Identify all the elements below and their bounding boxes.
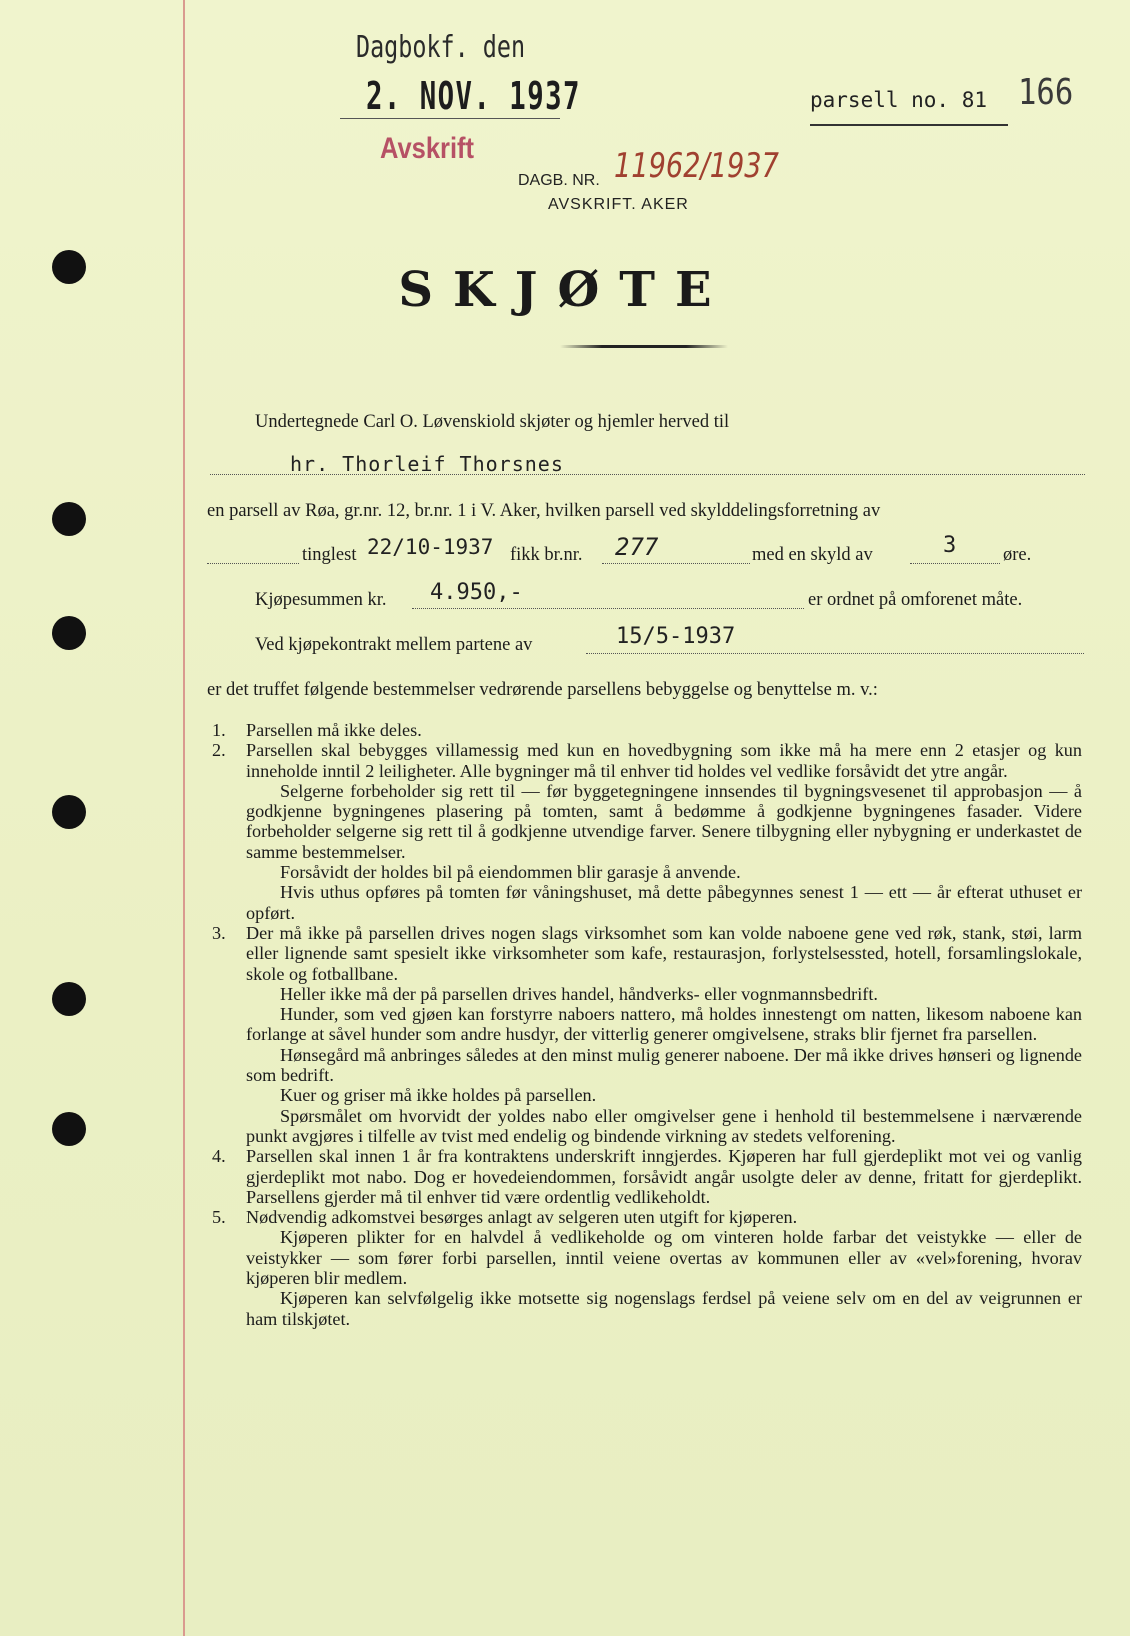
clause (212, 740, 1082, 923)
margin-line (183, 0, 185, 1636)
clause-paragraph: Parsellen skal innen 1 år fra kontraktens underskrift inngjerdes. Kjøperen har full gjerdeplikt mot vei og vanlig gjerdeplikt mot nabo. Dog er hovedeiendommen, forsåvidt angår usolgte deler av denne, fritatt for gjerdeplikt. Parsellens gjerder må til enhver tid være ordentlig vedlikeholdt. (246, 1146, 1082, 1207)
clause-number: 3. (212, 922, 226, 943)
kontrakt-label: Ved kjøpekontrakt mellem partene av (255, 635, 533, 655)
clause-number: 5. (212, 1207, 226, 1228)
dagb-nr-value: 11962/1937 (614, 146, 779, 186)
br-nr-value: 277 (615, 533, 659, 561)
clause-paragraph: Heller ikke må der på parsellen drives handel, håndverks- eller vognmannsbedrift. (280, 983, 878, 1004)
clause-paragraph: Parsellen må ikke deles. (246, 720, 422, 740)
stamp-date: 2. NOV. 1937 (366, 74, 581, 118)
clause-paragraph: Forsåvidt der holdes bil på eiendommen blir garasje å anvende. (280, 862, 741, 883)
fikk-br-nr-label: fikk br.nr. (510, 545, 583, 565)
punch-hole (52, 982, 86, 1016)
punch-hole (52, 616, 86, 650)
kjopesum-value: 4.950,- (430, 580, 523, 605)
clauses-section (212, 720, 1082, 1329)
punch-hole (52, 1112, 86, 1146)
dotted-line (412, 608, 804, 609)
buyer-name: hr. Thorleif Thorsnes (290, 452, 564, 476)
clause-paragraph: Kuer og griser må ikke holdes på parsellen. (280, 1085, 597, 1106)
clause-paragraph: Nødvendig adkomstvei besørges anlagt av selgeren uten utgift for kjøperen. (246, 1207, 798, 1228)
intro-line-1: Undertegnede Carl O. Løvenskiold skjøter og hjemler herved til (255, 412, 730, 432)
parsell-underline (810, 124, 1008, 126)
document-title: SKJØTE (398, 262, 732, 318)
clause-paragraph: Selgerne forbeholder sig rett til — før byggetegningene innsendes til bygningsvesenet til approbasjon — å godkjenne bygningenes plasering på tomten, samt å bedømme å godkjenne bygningenes fasader. Videre forbeholder selgerne sig rett til å godkjenne utvendige farver. Senere tilbygning eller nybygning er underkastet de samme bestemmelser. (246, 780, 1082, 862)
dotted-line (586, 653, 1084, 654)
tinglest-date: 22/10-1937 (367, 535, 494, 559)
clause-paragraph: Der må ikke på parsellen drives nogen slags virksomhet som kan volde naboene gene ved røk, stank, støi, larm eller lignende samt spesielt ikke virksomheter som kafe, restaurasjon, forlystelsessted, hotell, forsamlingslokale, skole og fotballbane. (246, 922, 1082, 984)
stamp-date-underline (340, 118, 560, 119)
ore-label: øre. (1003, 545, 1032, 565)
dotted-line (910, 563, 1000, 564)
kjopesum-label: Kjøpesummen kr. (255, 590, 387, 610)
page-number: 166 (1018, 72, 1074, 113)
punch-hole (52, 502, 86, 536)
skyld-value: 3 (943, 533, 957, 558)
parsell-number: parsell no. 81 (810, 88, 988, 112)
dagb-nr-label: DAGB. NR. (518, 172, 600, 189)
avskrift-aker-label: AVSKRIFT. AKER (548, 196, 689, 213)
dotted-line (207, 563, 299, 564)
clause-number: 2. (212, 740, 226, 761)
clause-paragraph: Spørsmålet om hvorvidt der yoldes nabo eller omgivelser gene i henhold til bestemmelsene i nærværende punkt avgjøres i tilfelle av tvist med endelig og bindende virkning av stedets velforening. (246, 1105, 1082, 1146)
intro-line-2: en parsell av Røa, gr.nr. 12, br.nr. 1 i V. Aker, hvilken parsell ved skylddelingsforretning av (207, 501, 881, 521)
intro-line-3: er det truffet følgende bestemmelser vedrørende parsellens bebyggelse og benyttelse m. v.: (207, 680, 878, 700)
skyld-label: med en skyld av (752, 545, 873, 565)
clause-paragraph: Kjøperen plikter for en halvdel å vedlikeholde og om vinteren holde farbar det veistykke — eller de veistykker — som fører forbi parsellen, inntil veiene overtas av kommunen eller av «vel»forening, hvorav kjøperen blir medlem. (246, 1227, 1082, 1289)
punch-hole (52, 795, 86, 829)
clause-paragraph: Hunder, som ved gjøen kan forstyrre naboers nattero, må holdes innestengt om natten, likesom naboene kan forlange at såvel hunder som andre husdyr, der vitterlig generer omgivelsene, straks blir fjernet fra parsellen. (246, 1004, 1082, 1045)
clause-paragraph: Hønsegård må anbringes således at den minst mulig generer naboene. Der må ikke drives hønseri og lignende som bedrift. (246, 1044, 1082, 1086)
clause-paragraph: Hvis uthus opføres på tomten før våningshuset, må dette påbegynnes senest 1 — ett — år efterat uthuset er opført. (246, 882, 1082, 923)
clause-number: 1. (212, 720, 226, 740)
clause (212, 1146, 1082, 1207)
clause-paragraph: Kjøperen kan selvfølgelig ikke motsette sig nogenslags ferdsel på veiene selv om en del av veigrunnen er ham tilskjøtet. (246, 1288, 1082, 1329)
tinglest-label: tinglest (302, 545, 357, 565)
title-rule (560, 345, 728, 348)
avskrift-stamp: Avskrift (380, 132, 475, 165)
clause (212, 720, 1082, 740)
kontrakt-date: 15/5-1937 (616, 624, 736, 649)
stamp-date-label: Dagbokf. den (356, 30, 526, 65)
clause (212, 1207, 1082, 1329)
clause (212, 923, 1082, 1146)
clause-number: 4. (212, 1146, 226, 1167)
clause-paragraph: Parsellen skal bebygges villamessig med kun en hovedbygning som ikke må ha mere enn 2 etasjer og kun inneholde inntil 2 leiligheter. Alle bygninger må til enhver tid holdes vel vedlike forsåvidt det ytre angår. (246, 740, 1082, 781)
kjopesum-tail: er ordnet på omforenet måte. (808, 590, 1023, 610)
dotted-line (602, 563, 750, 564)
